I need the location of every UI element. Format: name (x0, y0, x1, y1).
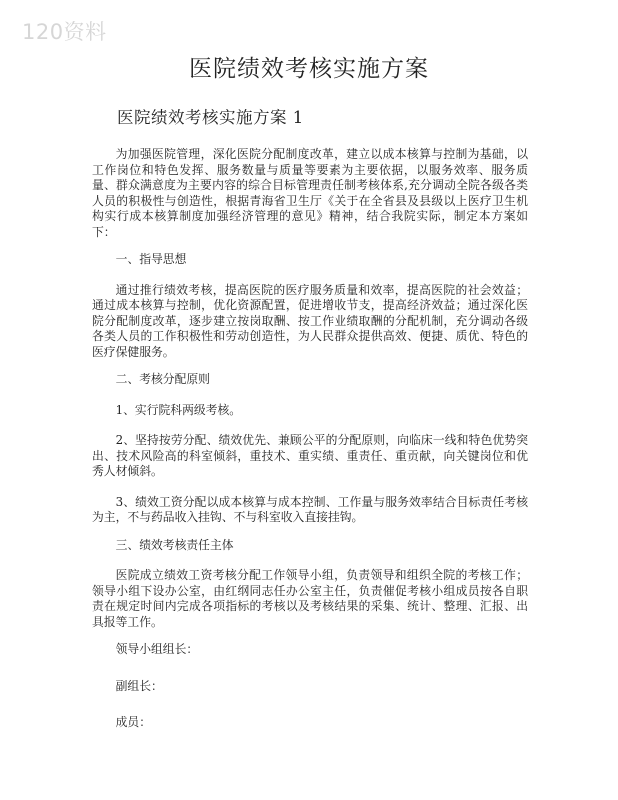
members-label: 成员： (115, 715, 151, 729)
document-body (92, 147, 528, 731)
document-title: 医院绩效考核实施方案 (189, 56, 429, 82)
principle-item-3: 3、绩效工资分配以成本核算与成本控制、工作量与服务效率结合目标责任考核为主，不与药品收入挂钩、不与科室收入直接挂钩。 (92, 494, 528, 524)
section-title: 医院绩效考核实施方案 1 (117, 108, 304, 127)
leader-label: 领导小组组长： (115, 642, 199, 656)
watermark: 120资料 (22, 20, 107, 44)
intro-paragraph: 为加强医院管理，深化医院分配制度改革，建立以成本核算与控制为基础，以工作岗位和特色发挥、服务数量与质量等要素为主要依据，以服务效率、服务质量、群众满意度为主要内容的综合目标管理责任制考核体系,充分调动全院各级各类人员的积极性与创造性，根据青海省卫生厅《关于在全省县及县级以上医疗卫生机构实行成本核算制度加强经济管理的意见》精神，结合我院实际，制定本方案如下： (92, 147, 528, 239)
deputy-label: 副组长： (115, 678, 163, 693)
guiding-ideology-paragraph: 通过推行绩效考核，提高医院的医疗服务质量和效率，提高医院的社会效益；通过成本核算与控制，优化资源配置，促进增收节支，提高经济效益；通过深化医院分配制度改革，逐步建立按岗取酬、按工作业绩取酬的分配机制，充分调动各级各类人员的工作积极性和劳动创造性，为人民群众提供高效、便捷、质优、特色的医疗保健服务。 (92, 282, 528, 359)
principle-item-2: 2、坚持按劳分配、绩效优先、兼顾公平的分配原则，向临床一线和特色优势突出、技术风险高的科室倾斜，重技术、重实绩、重责任、重贡献，向关键岗位和优秀人材倾斜。 (92, 433, 528, 478)
principle-item-1: 1、实行院科两级考核。 (115, 402, 242, 417)
responsibility-paragraph: 医院成立绩效工资考核分配工作领导小组，负责领导和组织全院的考核工作；领导小组下设办公室，由红纲同志任办公室主任，负责催促考核小组成员按各自职责在规定时间内完成各项指标的考核以及考核结果的采集、统计、整理、汇报、出具报等工作。 (92, 568, 528, 629)
heading-guiding-ideology: 一、指导思想 (115, 252, 187, 266)
heading-responsibility: 三、绩效考核责任主体 (115, 537, 234, 552)
heading-distribution-principles: 二、考核分配原则 (115, 372, 210, 386)
